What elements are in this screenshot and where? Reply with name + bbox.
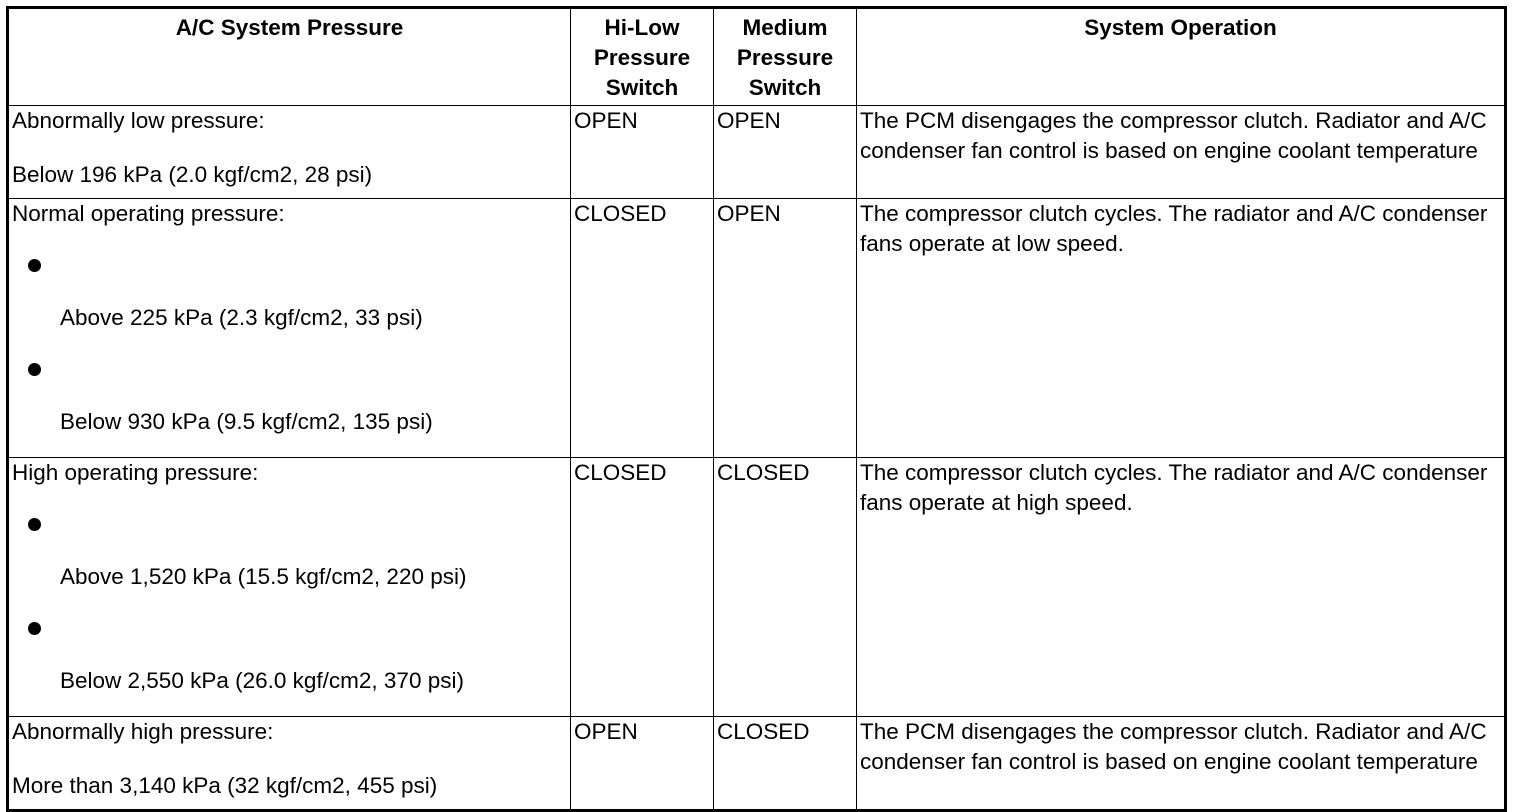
operation-cell bbox=[857, 199, 1506, 458]
operation-cell bbox=[857, 458, 1506, 717]
bullet-item bbox=[12, 249, 567, 279]
pressure-cell bbox=[8, 106, 571, 199]
header-medium-switch bbox=[714, 8, 857, 106]
table-row bbox=[8, 106, 1506, 199]
header-hi-low-line-1: Hi-Low bbox=[604, 15, 680, 40]
hi-low-state: OPEN bbox=[571, 717, 714, 811]
condition-label: High operating pressure: bbox=[12, 460, 259, 485]
bullet-icon bbox=[28, 259, 41, 272]
pressure-cell bbox=[8, 458, 571, 717]
medium-state: CLOSED bbox=[714, 717, 857, 811]
bullet-list bbox=[12, 508, 567, 696]
hi-low-state: CLOSED bbox=[571, 199, 714, 458]
operation-text: The PCM disengages the compressor clutch. Radiator and A/C condenser fan control is based on engine coolant temperature bbox=[860, 719, 1487, 774]
condition-label: Normal operating pressure: bbox=[12, 201, 285, 226]
condition-value: More than 3,140 kPa (32 kgf/cm2, 455 psi) bbox=[12, 773, 438, 798]
operation-text: The PCM disengages the compressor clutch. Radiator and A/C condenser fan control is based on engine coolant temperature bbox=[860, 108, 1487, 163]
operation-text: The compressor clutch cycles. The radiator and A/C condenser fans operate at high speed. bbox=[860, 460, 1488, 515]
bullet-value: Below 2,550 kPa (26.0 kgf/cm2, 370 psi) bbox=[60, 668, 464, 693]
header-hi-low-line-3: Switch bbox=[605, 75, 679, 100]
header-system-operation: System Operation bbox=[857, 8, 1506, 106]
bullet-item bbox=[12, 612, 567, 642]
header-medium-line-3: Switch bbox=[748, 75, 822, 100]
table-row bbox=[8, 717, 1506, 811]
header-row bbox=[8, 8, 1506, 106]
bullet-value: Below 930 kPa (9.5 kgf/cm2, 135 psi) bbox=[60, 409, 433, 434]
bullet-icon bbox=[28, 518, 41, 531]
bullet-icon bbox=[28, 622, 41, 635]
bullet-value: Above 1,520 kPa (15.5 kgf/cm2, 220 psi) bbox=[60, 564, 467, 589]
ac-pressure-table bbox=[6, 6, 1507, 812]
medium-state: OPEN bbox=[714, 106, 857, 199]
pressure-cell bbox=[8, 717, 571, 811]
hi-low-state: OPEN bbox=[571, 106, 714, 199]
operation-cell bbox=[857, 717, 1506, 811]
bullet-item bbox=[12, 508, 567, 538]
operation-cell bbox=[857, 106, 1506, 199]
bullet-list bbox=[12, 249, 567, 437]
table-row bbox=[8, 458, 1506, 717]
header-hi-low-switch bbox=[571, 8, 714, 106]
bullet-item bbox=[12, 353, 567, 383]
bullet-value: Above 225 kPa (2.3 kgf/cm2, 33 psi) bbox=[60, 305, 423, 330]
table-row bbox=[8, 199, 1506, 458]
header-hi-low-line-2: Pressure bbox=[593, 45, 691, 70]
pressure-cell bbox=[8, 199, 571, 458]
header-ac-system-pressure: A/C System Pressure bbox=[8, 8, 571, 106]
condition-label: Abnormally low pressure: bbox=[12, 108, 265, 133]
condition-value: Below 196 kPa (2.0 kgf/cm2, 28 psi) bbox=[12, 162, 373, 187]
condition-label: Abnormally high pressure: bbox=[12, 719, 274, 744]
header-medium-line-2: Pressure bbox=[736, 45, 834, 70]
header-medium-line-1: Medium bbox=[742, 15, 828, 40]
hi-low-state: CLOSED bbox=[571, 458, 714, 717]
operation-text: The compressor clutch cycles. The radiator and A/C condenser fans operate at low speed. bbox=[860, 201, 1488, 256]
bullet-icon bbox=[28, 363, 41, 376]
medium-state: CLOSED bbox=[714, 458, 857, 717]
medium-state: OPEN bbox=[714, 199, 857, 458]
